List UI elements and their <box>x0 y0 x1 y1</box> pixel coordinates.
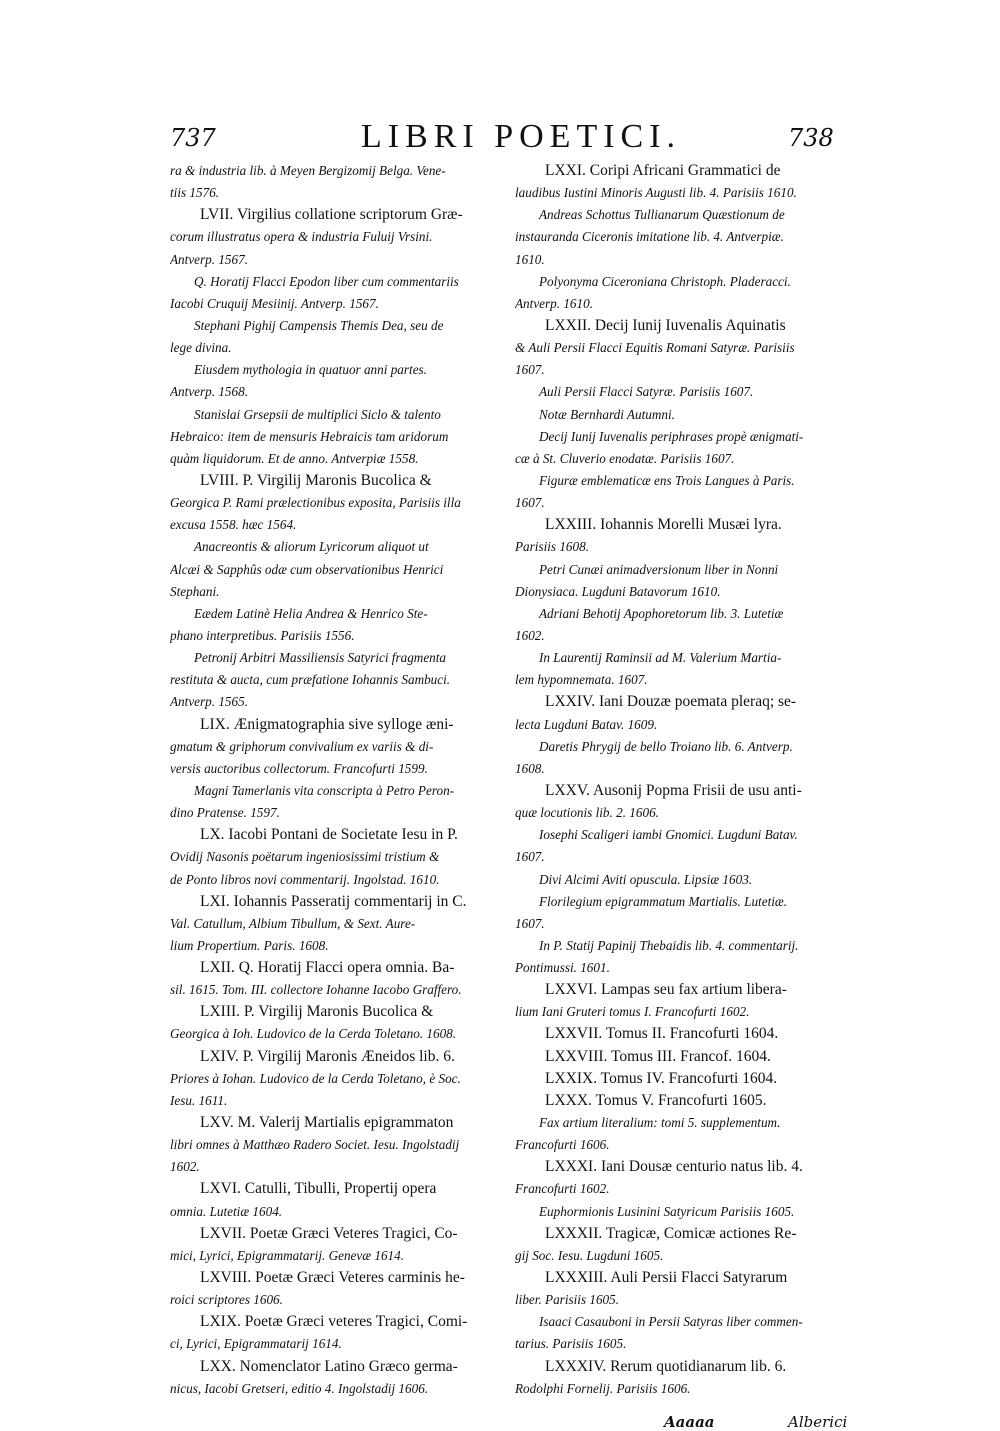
text-line: ci, Lyrici, Epigrammatarij 1614. <box>170 1336 342 1352</box>
text-line: quàm liquidorum. Et de anno. Antverpiæ 1558. <box>170 450 419 466</box>
text-line: lem hypomnemata. 1607. <box>515 672 648 688</box>
text-line: dino Pratense. 1597. <box>170 805 280 821</box>
entry-heading-line: LXIX. Poetæ Græci veteres Tragici, Comi- <box>200 1313 468 1331</box>
text-line: Polyonyma Ciceroniana Christoph. Pladeracci. <box>539 273 791 289</box>
text-line: phano interpretibus. Parisiis 1556. <box>170 627 355 643</box>
text-line: & Auli Persii Flacci Equitis Romani Satyræ. Parisiis <box>515 340 795 356</box>
entry-heading-line: LXII. Q. Horatij Flacci opera omnia. Ba- <box>200 959 455 977</box>
text-line: Iosephi Scaligeri iambi Gnomici. Lugduni Batav. <box>539 827 798 843</box>
entry-heading-line: LXXXIII. Auli Persii Flacci Satyrarum <box>545 1269 788 1287</box>
text-line: Andreas Schottus Tullianarum Quæstionum de <box>539 207 785 223</box>
entry-heading-line: LXIII. P. Virgilij Maronis Bucolica & <box>200 1003 434 1021</box>
text-line: roici scriptores 1606. <box>170 1292 283 1308</box>
text-line: lecta Lugduni Batav. 1609. <box>515 716 658 732</box>
right-column <box>515 160 845 1400</box>
entry-heading-line: LXV. M. Valerij Martialis epigrammaton <box>200 1114 454 1132</box>
text-line: nicus, Iacobi Gretseri, editio 4. Ingolstadij 1606. <box>170 1380 429 1396</box>
text-line: cæ à St. Cluverio enodatæ. Parisiis 1607. <box>515 450 735 466</box>
text-line: Magni Tamerlanis vita conscripta à Petro Peron- <box>194 782 455 798</box>
signature-mark: Aaaaa <box>664 1413 715 1431</box>
text-line: 1608. <box>515 760 545 776</box>
text-line: Georgica P. Rami prælectionibus exposita, Parisiis illa <box>170 495 461 511</box>
text-line: Antverp. 1565. <box>170 694 249 710</box>
text-line: 1607. <box>515 915 545 931</box>
text-line: Daretis Phrygij de bello Troiano lib. 6. Antverp. <box>539 738 793 754</box>
text-line: Iacobi Cruquij Mesiinij. Antverp. 1567. <box>170 295 379 311</box>
entry-heading-line: LIX. Ænigmatographia sive sylloge æni- <box>200 715 454 733</box>
text-line: libri omnes à Matthæo Radero Societ. Iesu. Ingolstadij <box>170 1137 460 1153</box>
text-line: tarius. Parisiis 1605. <box>515 1336 627 1352</box>
text-line: In P. Statij Papinij Thebaidis lib. 4. commentarij. <box>539 937 799 953</box>
entry-heading-line: LXXXII. Tragicæ, Comicæ actiones Re- <box>545 1224 797 1242</box>
text-line: 1607. <box>515 849 545 865</box>
text-line: Florilegium epigrammatum Martialis. Lutetiæ. <box>539 893 787 909</box>
entry-heading-line: LX. Iacobi Pontani de Societate Iesu in P. <box>200 826 458 844</box>
text-line: Parisiis 1608. <box>515 539 590 555</box>
text-line: Anacreontis & aliorum Lyricorum aliquot ut <box>194 539 429 555</box>
text-line: Petri Cunæi animadversionum liber in Nonni <box>539 561 779 577</box>
text-line: sil. 1615. Tom. III. collectore Iohanne Iacobo Graffero. <box>170 982 462 998</box>
entry-heading-line: LXXIV. Iani Douzæ poemata pleraq; se- <box>545 693 797 711</box>
text-line: 1610. <box>515 251 545 267</box>
text-line: Divi Alcimi Aviti opuscula. Lipsiæ 1603. <box>539 871 753 887</box>
text-line: Francofurti 1602. <box>515 1181 610 1197</box>
text-line: In Laurentij Raminsii ad M. Valerium Martia- <box>539 650 782 666</box>
entry-heading-line: LXVI. Catulli, Tibulli, Propertij opera <box>200 1180 437 1198</box>
text-line: Petronij Arbitri Massiliensis Satyrici fragmenta <box>194 650 447 666</box>
text-line: Stephani Pighij Campensis Themis Dea, seu de <box>194 317 444 333</box>
text-line: Val. Catullum, Albium Tibullum, & Sext. Aure- <box>170 915 416 931</box>
text-line: instauranda Ciceronis imitatione lib. 4. Antverpiæ. <box>515 229 784 245</box>
entry-heading-line: LXIV. P. Virgilij Maronis Æneidos lib. 6. <box>200 1047 455 1065</box>
text-line: Priores à Iohan. Ludovico de la Cerda Toletano, è Soc. <box>170 1070 461 1086</box>
text-line: Q. Horatij Flacci Epodon liber cum commentariis <box>194 273 459 289</box>
text-line: Hebraico: item de mensuris Hebraicis tam aridorum <box>170 428 449 444</box>
text-line: versis auctoribus collectorum. Francofurti 1599. <box>170 760 428 776</box>
text-line: Alcæi & Sapphûs odæ cum observationibus Henrici <box>170 561 444 577</box>
entry-heading-line: LXI. Iohannis Passeratij commentarij in C. <box>200 892 467 910</box>
text-line: Eiusdem mythologia in quatuor anni partes. <box>194 362 427 378</box>
entry-heading-line: LXXII. Decij Iunij Iuvenalis Aquinatis <box>545 316 786 334</box>
text-line: lege divina. <box>170 340 232 356</box>
entry-heading-line: LXXX. Tomus V. Francofurti 1605. <box>545 1091 767 1109</box>
text-line: gij Soc. Iesu. Lugduni 1605. <box>515 1247 664 1263</box>
text-line: Notæ Bernhardi Autumni. <box>539 406 675 422</box>
catchword: Alberici <box>788 1413 848 1431</box>
text-line: Antverp. 1610. <box>515 295 594 311</box>
text-line: lium Iani Gruteri tomus I. Francofurti 1602. <box>515 1004 750 1020</box>
text-line: 1607. <box>515 362 545 378</box>
left-column <box>170 160 500 1400</box>
text-line: ra & industria lib. à Meyen Bergizomij Belga. Vene- <box>170 163 446 178</box>
entry-heading-line: LXX. Nomenclator Latino Græco germa- <box>200 1357 458 1375</box>
left-page-number: 737 <box>170 124 216 152</box>
text-line: de Ponto libros novi commentarij. Ingolstad. 1610. <box>170 871 440 887</box>
text-line: Rodolphi Fornelij. Parisiis 1606. <box>515 1380 691 1396</box>
right-page-number: 738 <box>788 124 834 152</box>
text-line: corum illustratus opera & industria Fuluij Vrsini. <box>170 229 433 245</box>
entry-heading-line: LVIII. P. Virgilij Maronis Bucolica & <box>200 471 432 489</box>
text-line: Decij Iunij Iuvenalis periphrases propè ænigmati- <box>539 428 804 444</box>
text-line: restituta & aucta, cum præfatione Iohannis Sambuci. <box>170 672 451 688</box>
text-line: 1602. <box>170 1159 200 1175</box>
text-line: Eædem Latinè Helia Andrea & Henrico Ste- <box>194 605 428 621</box>
entry-heading-line: LXXXIV. Rerum quotidianarum lib. 6. <box>545 1357 787 1375</box>
text-line: tiis 1576. <box>170 185 220 201</box>
text-line: 1607. <box>515 495 545 511</box>
text-line: Antverp. 1567. <box>170 251 249 267</box>
text-line: omnia. Lutetiæ 1604. <box>170 1203 283 1219</box>
text-line: gmatum & griphorum convivalium ex variis & di- <box>170 738 434 754</box>
entry-heading-line: LXXVI. Lampas seu fax artium libera- <box>545 981 787 999</box>
entry-heading-line: LXXXI. Iani Dousæ centurio natus lib. 4. <box>545 1158 803 1176</box>
text-line: mici, Lyrici, Epigrammatarij. Genevæ 1614. <box>170 1247 405 1263</box>
text-line: quæ locutionis lib. 2. 1606. <box>515 805 659 821</box>
text-line: Stanislai Grsepsii de multiplici Siclo & talento <box>194 406 441 422</box>
entry-heading-line: LXXV. Ausonij Popma Frisii de usu anti- <box>545 781 802 799</box>
text-line: Francofurti 1606. <box>515 1137 610 1153</box>
text-line: lium Propertium. Paris. 1608. <box>170 937 329 953</box>
text-line: Adriani Behotij Apophoretorum lib. 3. Lutetiæ <box>539 605 784 621</box>
text-line: laudibus Iustini Minoris Augusti lib. 4. Parisiis 1610. <box>515 185 797 201</box>
text-line: Georgica à Ioh. Ludovico de la Cerda Toletano. 1608. <box>170 1026 457 1042</box>
text-line: Isaaci Casauboni in Persii Satyras liber commen- <box>539 1314 803 1330</box>
text-line: Fax artium literalium: tomi 5. supplementum. <box>539 1115 781 1131</box>
text-line: Euphormionis Lusinini Satyricum Parisiis 1605. <box>539 1203 795 1219</box>
text-line: Figuræ emblematicæ ens Trois Langues à Paris. <box>539 472 795 488</box>
text-line: Iesu. 1611. <box>170 1092 228 1108</box>
entry-heading-line: LXXIII. Iohannis Morelli Musæi lyra. <box>545 516 782 534</box>
entry-heading-line: LXVII. Poetæ Græci Veteres Tragici, Co- <box>200 1224 458 1242</box>
text-line: Dionysiaca. Lugduni Batavorum 1610. <box>515 583 721 599</box>
entry-heading-line: LXXVII. Tomus II. Francofurti 1604. <box>545 1025 779 1043</box>
text-line: Antverp. 1568. <box>170 384 249 400</box>
entry-heading-line: LVII. Virgilius collatione scriptorum Græ- <box>200 206 463 224</box>
text-line: Ovidij Nasonis poëtarum ingeniosissimi tristium & <box>170 849 440 865</box>
running-header <box>0 118 1000 158</box>
entry-heading-line: LXVIII. Poetæ Græci Veteres carminis he- <box>200 1269 465 1287</box>
entry-heading-line: LXXI. Coripi Africani Grammatici de <box>545 162 781 179</box>
text-line: Stephani. <box>170 583 220 599</box>
entry-heading-line: LXXVIII. Tomus III. Francof. 1604. <box>545 1047 771 1065</box>
text-line: excusa 1558. hæc 1564. <box>170 517 297 533</box>
text-line: 1602. <box>515 627 545 643</box>
text-line: Pontimussi. 1601. <box>515 960 610 976</box>
text-line: Auli Persii Flacci Satyræ. Parisiis 1607. <box>539 384 754 400</box>
entry-heading-line: LXXIX. Tomus IV. Francofurti 1604. <box>545 1069 778 1087</box>
text-line: liber. Parisiis 1605. <box>515 1292 620 1308</box>
running-title: LIBRI POETICI. <box>360 118 682 155</box>
